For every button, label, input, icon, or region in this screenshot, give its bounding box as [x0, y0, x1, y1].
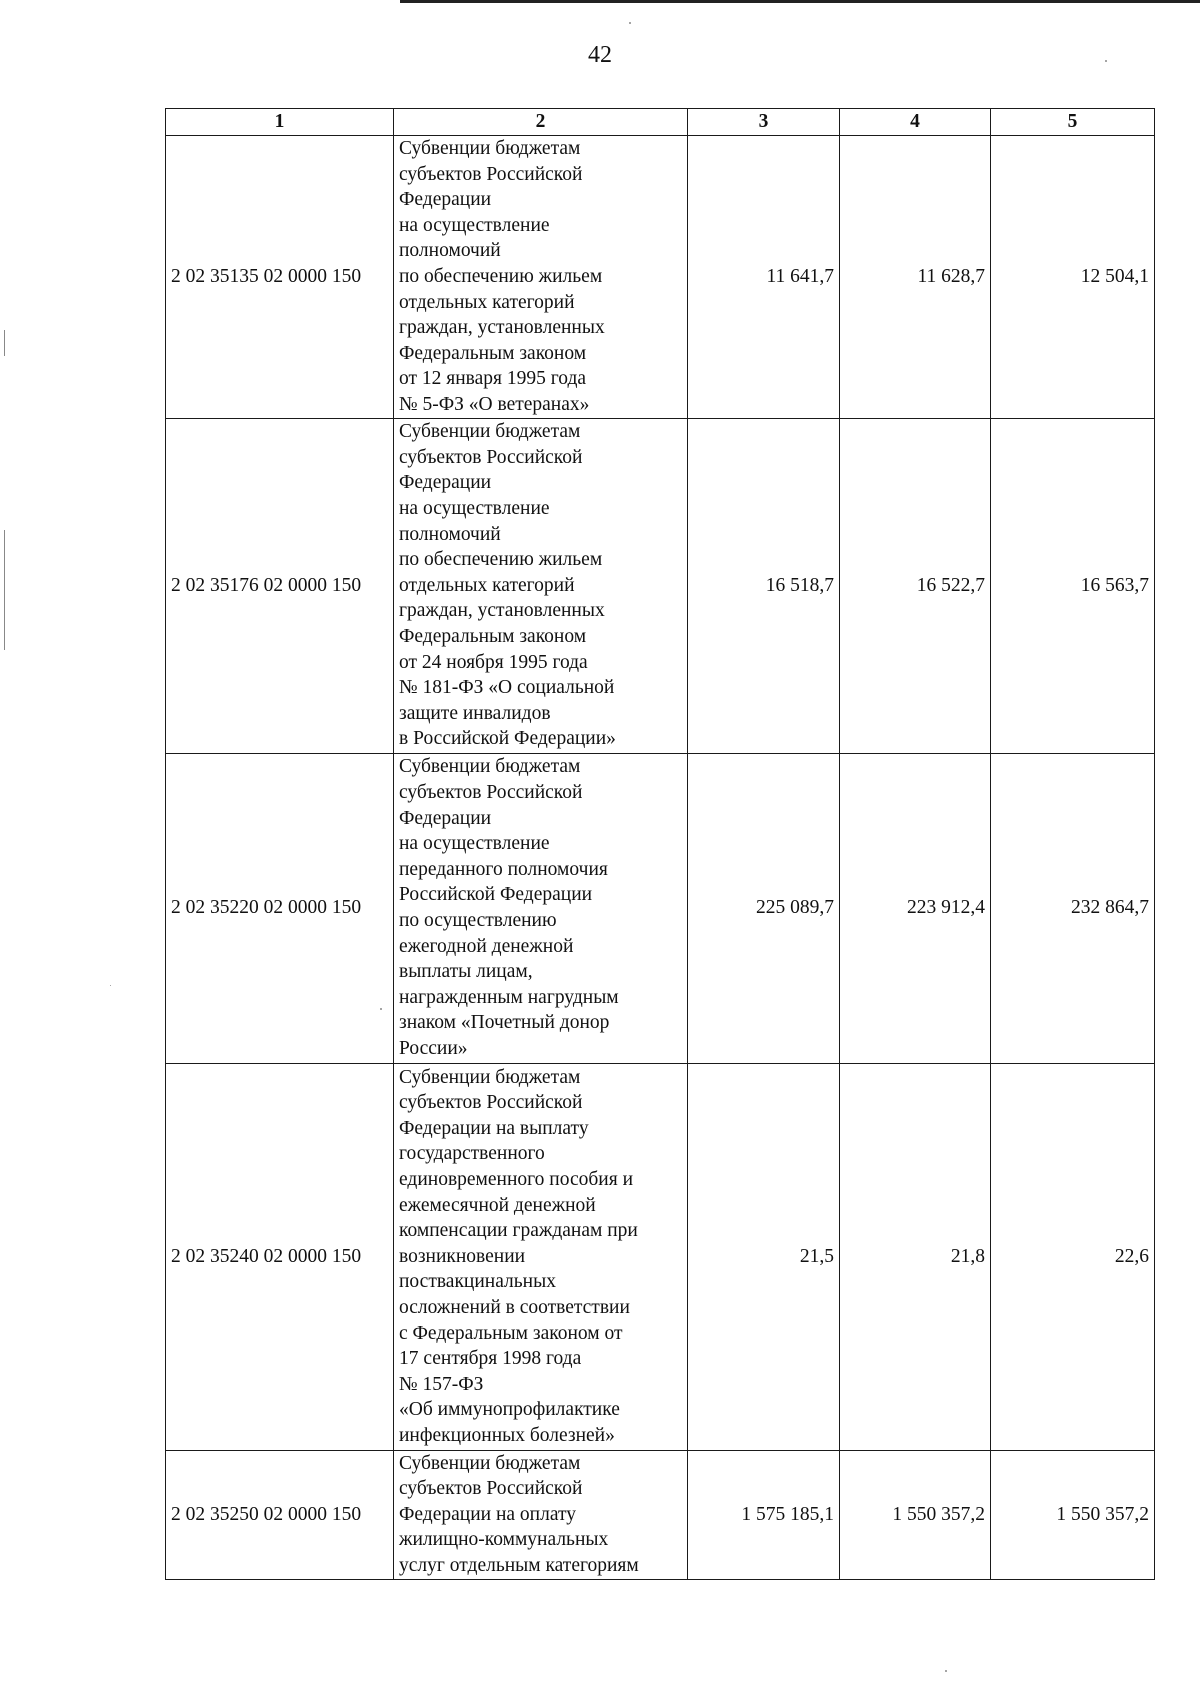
description-line: субъектов Российской: [399, 163, 583, 185]
description-line: защите инвалидов: [399, 702, 551, 724]
description-line: 17 сентября 1998 года: [399, 1348, 582, 1370]
amount-cell-col-5: 16 563,7: [991, 418, 1155, 753]
description-line: единовременного пособия и: [399, 1168, 634, 1190]
description-line: Субвенции бюджетам: [399, 138, 581, 159]
description-line: полномочий: [399, 523, 501, 545]
description-line: субъектов Российской: [399, 1478, 583, 1500]
table-row: [166, 136, 1155, 419]
description-line: субъектов Российской: [399, 446, 583, 468]
classification-code-cell: 2 02 35176 02 0000 150: [166, 418, 394, 753]
amount-cell-col-3: 16 518,7: [688, 418, 840, 753]
description-line: награжденным нагрудным: [399, 986, 619, 1008]
column-header-3: 3: [688, 109, 840, 136]
description-line: Федеральным законом: [399, 625, 587, 647]
description-line: субъектов Российской: [399, 1092, 583, 1114]
description-line: осложнений в соответствии: [399, 1296, 630, 1318]
description-line: Федерации на оплату: [399, 1503, 577, 1525]
description-line: переданного полномочия: [399, 858, 608, 880]
column-header-2: 2: [394, 109, 688, 136]
description-line: полномочий: [399, 240, 501, 262]
amount-cell-col-3: 1 575 185,1: [688, 1450, 840, 1579]
description-cell: [394, 753, 688, 1063]
column-header-1: 1: [166, 109, 394, 136]
description-line: выплаты лицам,: [399, 961, 533, 983]
description-line: Субвенции бюджетам: [399, 756, 581, 778]
column-header-4: 4: [840, 109, 991, 136]
description-line: граждан, установленных: [399, 317, 605, 339]
header-row: [166, 109, 1155, 136]
description-line: услуг отдельным категориям: [399, 1554, 639, 1576]
classification-code-cell: 2 02 35220 02 0000 150: [166, 753, 394, 1063]
amount-cell-col-4: 11 628,7: [840, 136, 991, 419]
table-row: [166, 1450, 1155, 1579]
description-line: по осуществлению: [399, 910, 557, 932]
description-line: возникновении: [399, 1245, 526, 1267]
description-line: Федерации: [399, 189, 492, 211]
description-line: государственного: [399, 1143, 545, 1165]
description-line: отдельных категорий: [399, 291, 575, 313]
description-line: Федерации: [399, 807, 492, 829]
description-line: Субвенции бюджетам: [399, 1066, 581, 1088]
description-line: с Федеральным законом от: [399, 1322, 623, 1344]
description-line: граждан, установленных: [399, 600, 605, 622]
amount-cell-col-3: 21,5: [688, 1063, 840, 1450]
description-cell: [394, 418, 688, 753]
description-cell: [394, 136, 688, 419]
description-line: от 12 января 1995 года: [399, 368, 587, 390]
description-line: поствакцинальных: [399, 1271, 556, 1293]
description-line: № 181-ФЗ «О социальной: [399, 677, 615, 699]
description-line: жилищно-коммунальных: [399, 1529, 609, 1551]
classification-code-cell: 2 02 35240 02 0000 150: [166, 1063, 394, 1450]
scan-speck: [110, 985, 111, 986]
scan-speck: [380, 1008, 382, 1010]
description-line: России»: [399, 1038, 468, 1059]
scan-speck: [4, 330, 5, 356]
column-header-5: 5: [991, 109, 1155, 136]
description-line: Субвенции бюджетам: [399, 421, 581, 443]
amount-cell-col-4: 21,8: [840, 1063, 991, 1450]
description-line: от 24 ноября 1995 года: [399, 651, 588, 673]
table-row: [166, 753, 1155, 1063]
amount-cell-col-3: 11 641,7: [688, 136, 840, 419]
amount-cell-col-5: 1 550 357,2: [991, 1450, 1155, 1579]
amount-cell-col-5: 12 504,1: [991, 136, 1155, 419]
classification-code-cell: 2 02 35250 02 0000 150: [166, 1450, 394, 1579]
table-row: [166, 1063, 1155, 1450]
description-line: Российской Федерации: [399, 884, 593, 906]
description-line: ежегодной денежной: [399, 935, 574, 957]
scan-speck: [945, 1670, 947, 1672]
amount-cell-col-4: 1 550 357,2: [840, 1450, 991, 1579]
description-line: компенсации гражданам при: [399, 1220, 638, 1242]
amount-cell-col-4: 223 912,4: [840, 753, 991, 1063]
description-line: на осуществление: [399, 214, 550, 236]
amount-cell-col-3: 225 089,7: [688, 753, 840, 1063]
amount-cell-col-4: 16 522,7: [840, 418, 991, 753]
description-line: знаком «Почетный донор: [399, 1012, 610, 1034]
description-cell: [394, 1063, 688, 1450]
scan-speck: [629, 22, 631, 24]
description-line: «Об иммунопрофилактике: [399, 1399, 620, 1421]
scan-speck: [1105, 60, 1107, 62]
description-line: по обеспечению жильем: [399, 549, 603, 571]
top-border-rule: [400, 0, 1200, 3]
description-line: на осуществление: [399, 497, 550, 519]
description-line: отдельных категорий: [399, 574, 575, 596]
description-line: № 157-ФЗ: [399, 1373, 484, 1395]
description-line: ежемесячной денежной: [399, 1194, 596, 1216]
description-line: по обеспечению жильем: [399, 265, 603, 287]
amount-cell-col-5: 232 864,7: [991, 753, 1155, 1063]
description-line: субъектов Российской: [399, 782, 583, 804]
description-line: № 5-ФЗ «О ветеранах»: [399, 393, 590, 415]
amount-cell-col-5: 22,6: [991, 1063, 1155, 1450]
page-number: 42: [588, 42, 612, 68]
description-line: на осуществление: [399, 833, 550, 855]
classification-code-cell: 2 02 35135 02 0000 150: [166, 136, 394, 419]
description-line: Федерации на выплату: [399, 1117, 589, 1139]
description-line: Федерации: [399, 472, 492, 494]
budget-table: [165, 108, 1155, 1580]
table-row: [166, 418, 1155, 753]
scan-speck: [4, 530, 5, 650]
description-line: в Российской Федерации»: [399, 728, 616, 750]
description-line: Субвенции бюджетам: [399, 1452, 581, 1474]
description-line: Федеральным законом: [399, 342, 587, 364]
description-cell: [394, 1450, 688, 1579]
table-body: [166, 136, 1155, 1580]
description-line: инфекционных болезней»: [399, 1424, 615, 1446]
